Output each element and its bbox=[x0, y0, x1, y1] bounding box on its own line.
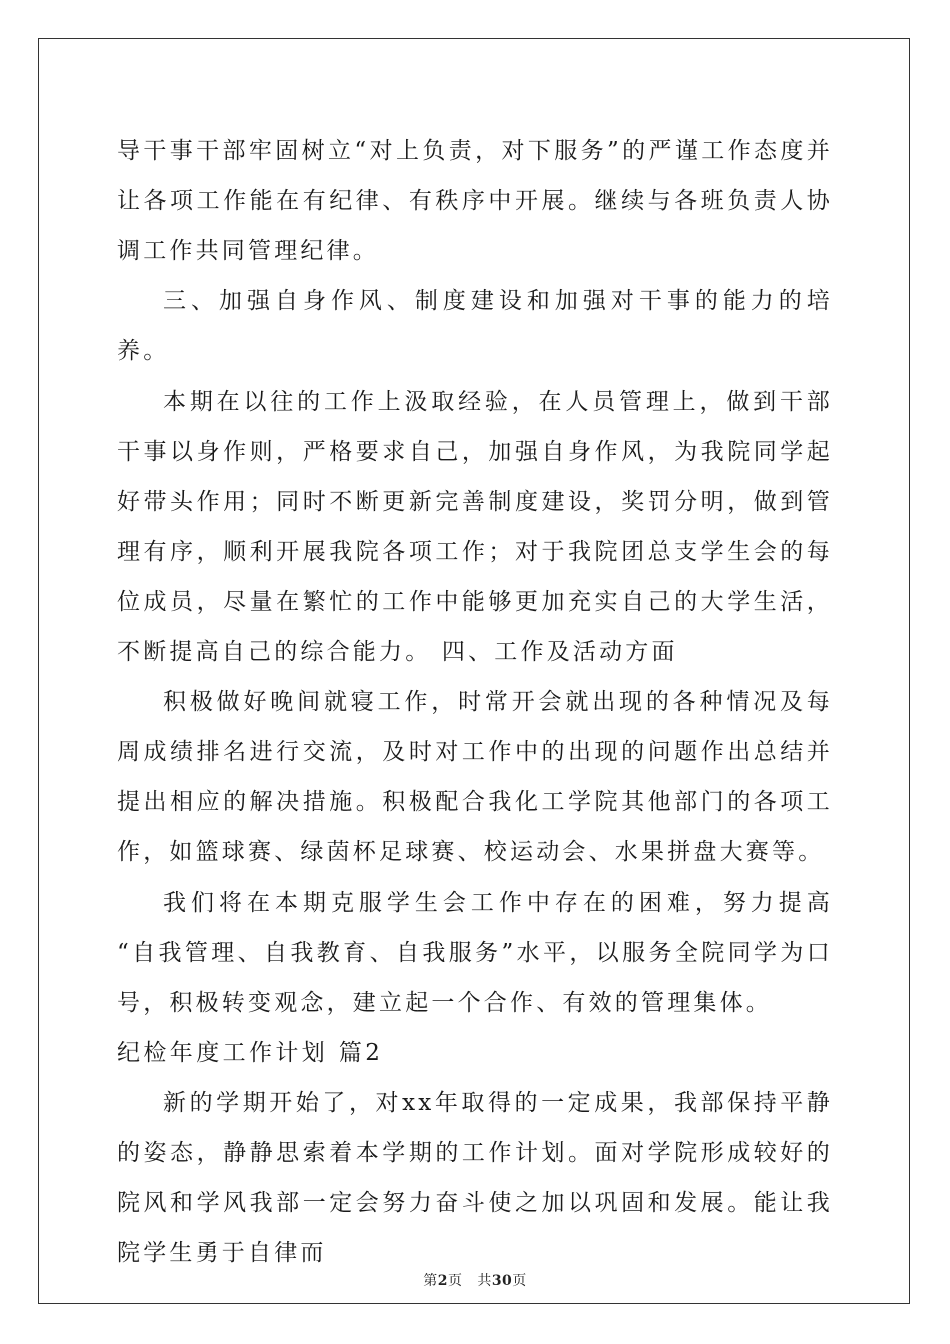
document-body bbox=[117, 126, 833, 1279]
paragraph-7: 新的学期开始了，对xx年取得的一定成果，我部保持平静的姿态，静静思索着本学期的工作计划。面对学院形成较好的院风和学风我部一定会努力奋斗使之加以巩固和发展。能让我院学生勇于自律而 bbox=[117, 1090, 833, 1267]
page-prefix: 第 bbox=[423, 1273, 438, 1289]
page-suffix: 页 bbox=[447, 1273, 463, 1289]
article-heading: 纪检年度工作计划 篇2 bbox=[117, 1039, 384, 1066]
paragraph-1: 导干事干部牢固树立“对上负责，对下服务”的严谨工作态度并让各项工作能在有纪律、有秩序中开展。继续与各班负责人协调工作共同管理纪律。 bbox=[117, 138, 833, 264]
total-prefix: 共 bbox=[477, 1273, 492, 1289]
page-footer bbox=[0, 1270, 950, 1290]
total-suffix: 页 bbox=[512, 1273, 527, 1289]
paragraph-2-section-heading: 三、加强自身作风、制度建设和加强对干事的能力的培养。 bbox=[117, 288, 833, 365]
paragraph-3: 本期在以往的工作上汲取经验，在人员管理上，做到干部干事以身作则，严格要求自己，加强自身作风，为我院同学起好带头作用；同时不断更新完善制度建设，奖罚分明，做到管理有序，顺利开展我院各项工作；对于我院团总支学生会的每位成员，尽量在繁忙的工作中能够更加充实自己的大学生活，不断提高自己的综合能力。 四、工作及活动方面 bbox=[117, 388, 833, 665]
page-number: 2 bbox=[437, 1273, 448, 1289]
paragraph-4: 积极做好晚间就寝工作，时常开会就出现的各种情况及每周成绩排名进行交流，及时对工作中的出现的问题作出总结并提出相应的解决措施。积极配合我化工学院其他部门的各项工作，如篮球赛、绿茵杯足球赛、校运动会、水果拼盘大赛等。 bbox=[117, 689, 833, 866]
total-pages: 30 bbox=[491, 1273, 513, 1289]
paragraph-5: 我们将在本期克服学生会工作中存在的困难，努力提高 “自我管理、自我教育、自我服务”水平，以服务全院同学为口号，积极转变观念，建立起一个合作、有效的管理集体。 bbox=[117, 889, 833, 1016]
